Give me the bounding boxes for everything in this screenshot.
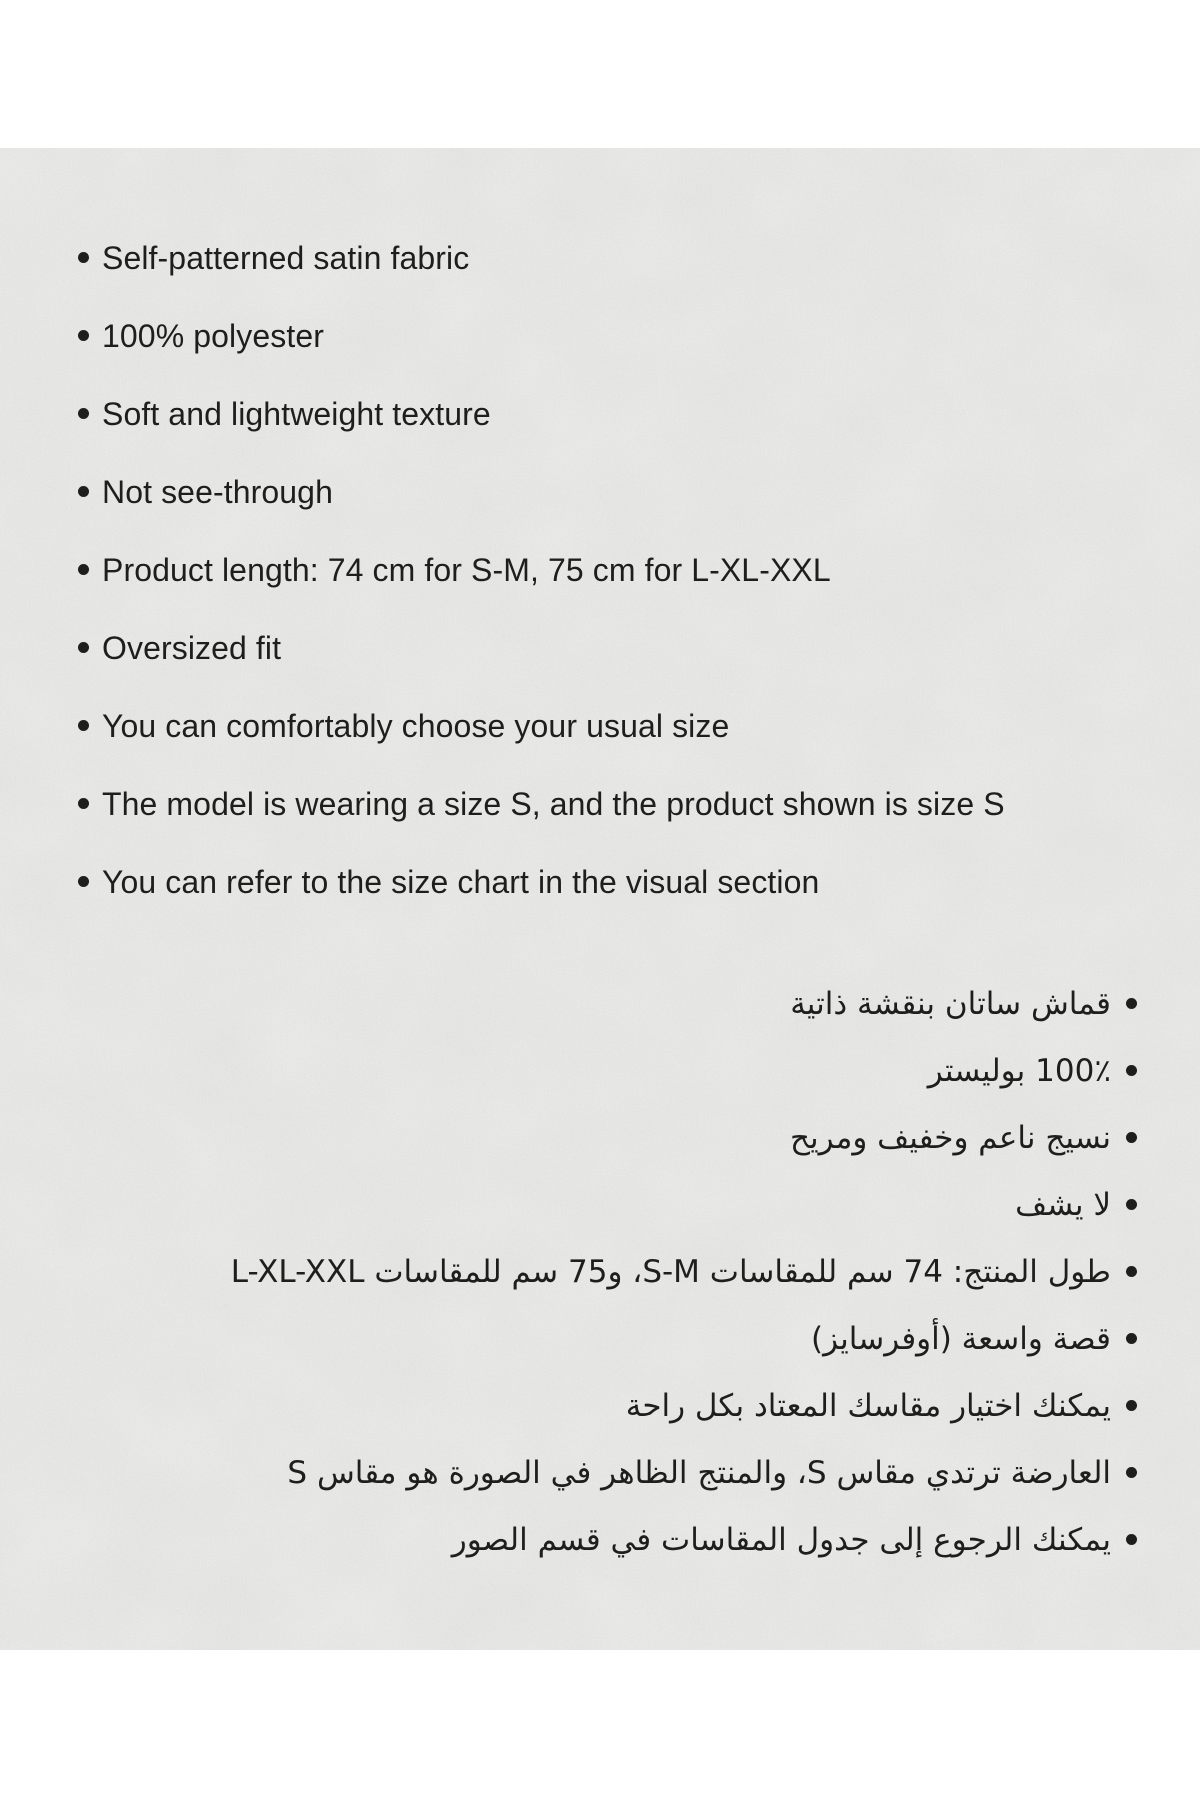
list-item bbox=[62, 1518, 1137, 1562]
english-bullet-list bbox=[78, 238, 1140, 940]
list-item bbox=[62, 982, 1137, 1026]
list-item bbox=[62, 1451, 1137, 1495]
list-item-text: You can refer to the size chart in the visual section bbox=[102, 864, 820, 900]
bullet-dot-icon bbox=[1126, 1333, 1137, 1344]
bullet-dot-icon bbox=[1126, 1467, 1137, 1478]
list-item-text: 100% polyester bbox=[102, 318, 324, 354]
list-item-text: Not see-through bbox=[102, 474, 333, 510]
list-item-text: لا يشف bbox=[1015, 1187, 1111, 1223]
list-item bbox=[78, 862, 1140, 902]
bullet-dot-icon bbox=[1126, 1065, 1137, 1076]
list-item bbox=[62, 1384, 1137, 1428]
list-item bbox=[78, 628, 1140, 668]
list-item-text: طول المنتج: 74 سم للمقاسات S-M، و75 سم للمقاسات L-XL-XXL bbox=[230, 1254, 1111, 1290]
list-item-text: You can comfortably choose your usual size bbox=[102, 708, 730, 744]
list-item bbox=[62, 1250, 1137, 1294]
list-item-text: Oversized fit bbox=[102, 630, 282, 666]
list-item bbox=[62, 1116, 1137, 1160]
bullet-dot-icon bbox=[78, 408, 89, 419]
list-item-text: يمكنك اختيار مقاسك المعتاد بكل راحة bbox=[625, 1388, 1111, 1424]
bullet-dot-icon bbox=[1126, 1266, 1137, 1277]
list-item bbox=[78, 238, 1140, 278]
paper-background-panel bbox=[0, 148, 1200, 1650]
list-item bbox=[62, 1317, 1137, 1361]
bullet-dot-icon bbox=[78, 486, 89, 497]
list-item-text: Product length: 74 cm for S-M, 75 cm for L-XL-XXL bbox=[102, 552, 831, 588]
bullet-dot-icon bbox=[78, 798, 89, 809]
list-item-text: العارضة ترتدي مقاس S، والمنتج الظاهر في الصورة هو مقاس S bbox=[287, 1455, 1111, 1491]
list-item-text: قصة واسعة (أوفرسايز) bbox=[810, 1321, 1111, 1357]
list-item bbox=[78, 784, 1140, 824]
bullet-dot-icon bbox=[78, 252, 89, 263]
list-item bbox=[78, 706, 1140, 746]
list-item bbox=[78, 472, 1140, 512]
list-item-text: قماش ساتان بنقشة ذاتية bbox=[790, 986, 1111, 1022]
bullet-dot-icon bbox=[1126, 1400, 1137, 1411]
list-item-text: 100٪ بوليستر bbox=[927, 1053, 1111, 1089]
bullet-dot-icon bbox=[78, 642, 89, 653]
bullet-dot-icon bbox=[1126, 1132, 1137, 1143]
list-item-text: Soft and lightweight texture bbox=[102, 396, 491, 432]
bullet-dot-icon bbox=[78, 564, 89, 575]
list-item bbox=[78, 394, 1140, 434]
list-item bbox=[78, 316, 1140, 356]
list-item-text: The model is wearing a size S, and the product shown is size S bbox=[102, 786, 1005, 822]
list-item-text: Self-patterned satin fabric bbox=[102, 240, 470, 276]
bullet-dot-icon bbox=[1126, 998, 1137, 1009]
bullet-dot-icon bbox=[78, 876, 89, 887]
bullet-dot-icon bbox=[1126, 1199, 1137, 1210]
list-item bbox=[78, 550, 1140, 590]
list-item bbox=[62, 1183, 1137, 1227]
list-item-text: يمكنك الرجوع إلى جدول المقاسات في قسم الصور bbox=[451, 1522, 1111, 1558]
bullet-dot-icon bbox=[1126, 1534, 1137, 1545]
arabic-bullet-list bbox=[62, 982, 1137, 1585]
bullet-dot-icon bbox=[78, 720, 89, 731]
list-item-text: نسيج ناعم وخفيف ومريح bbox=[790, 1120, 1111, 1156]
bullet-dot-icon bbox=[78, 330, 89, 341]
list-item bbox=[62, 1049, 1137, 1093]
